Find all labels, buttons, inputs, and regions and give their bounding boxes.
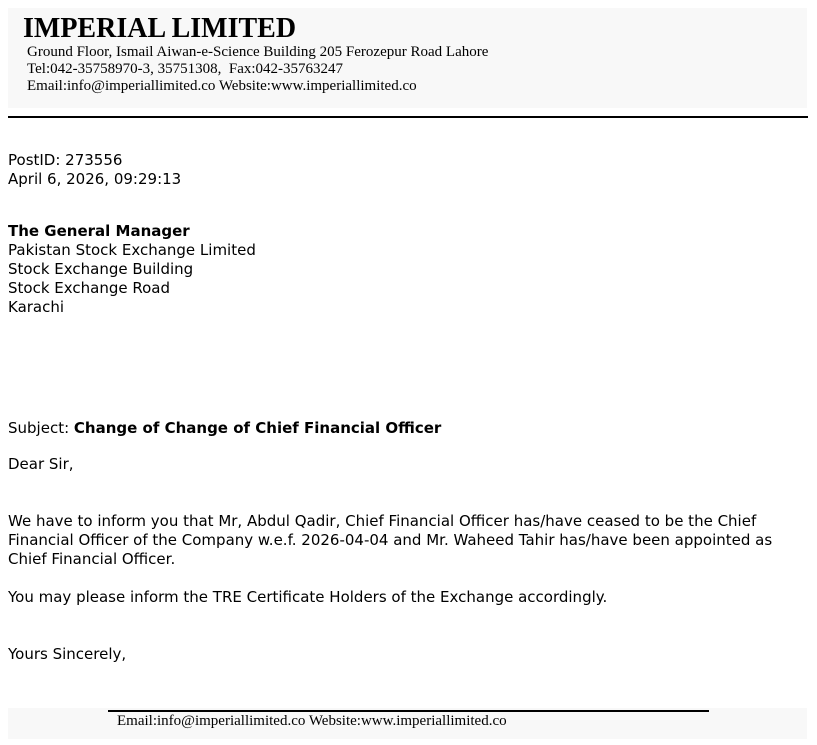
footer-divider	[108, 710, 709, 712]
header-divider	[8, 116, 808, 118]
body-paragraph: We have to inform you that Mr, Abdul Qadir, Chief Financial Officer has/have ceased to be the Chief Financial Officer of the Company w.e.f. 2026-04-04 and Mr. Waheed Tahir has/have been appointed as Chief Financial Officer.	[8, 512, 773, 568]
closing: Yours Sincerely,	[8, 645, 127, 663]
letterhead	[8, 8, 807, 108]
company-phone-fax: Tel:042-35758970-3, 35751308, Fax:042-35763247	[27, 61, 344, 77]
subject-text: Change of Change of Chief Financial Officer	[73, 419, 442, 437]
post-id: PostID: 273556	[8, 151, 123, 169]
recipient-line: Stock Exchange Building	[8, 260, 194, 278]
recipient-title: The General Manager	[8, 222, 190, 240]
recipient-line: Karachi	[8, 298, 65, 316]
recipient-line: Pakistan Stock Exchange Limited	[8, 241, 256, 259]
subject-label: Subject:	[8, 419, 74, 437]
subject-line	[8, 419, 441, 438]
salutation: Dear Sir,	[8, 455, 74, 473]
footer-email-website: Email:info@imperiallimited.co Website:www.imperiallimited.co	[117, 713, 507, 729]
company-name: IMPERIAL LIMITED	[23, 13, 297, 44]
recipient-line: Stock Exchange Road	[8, 279, 170, 297]
post-datetime: April 6, 2026, 09:29:13	[8, 170, 182, 188]
company-address: Ground Floor, Ismail Aiwan-e-Science Building 205 Ferozepur Road Lahore	[27, 44, 489, 60]
body-paragraph: You may please inform the TRE Certificate Holders of the Exchange accordingly.	[8, 588, 608, 606]
company-email-website: Email:info@imperiallimited.co Website:www.imperiallimited.co	[27, 78, 417, 94]
